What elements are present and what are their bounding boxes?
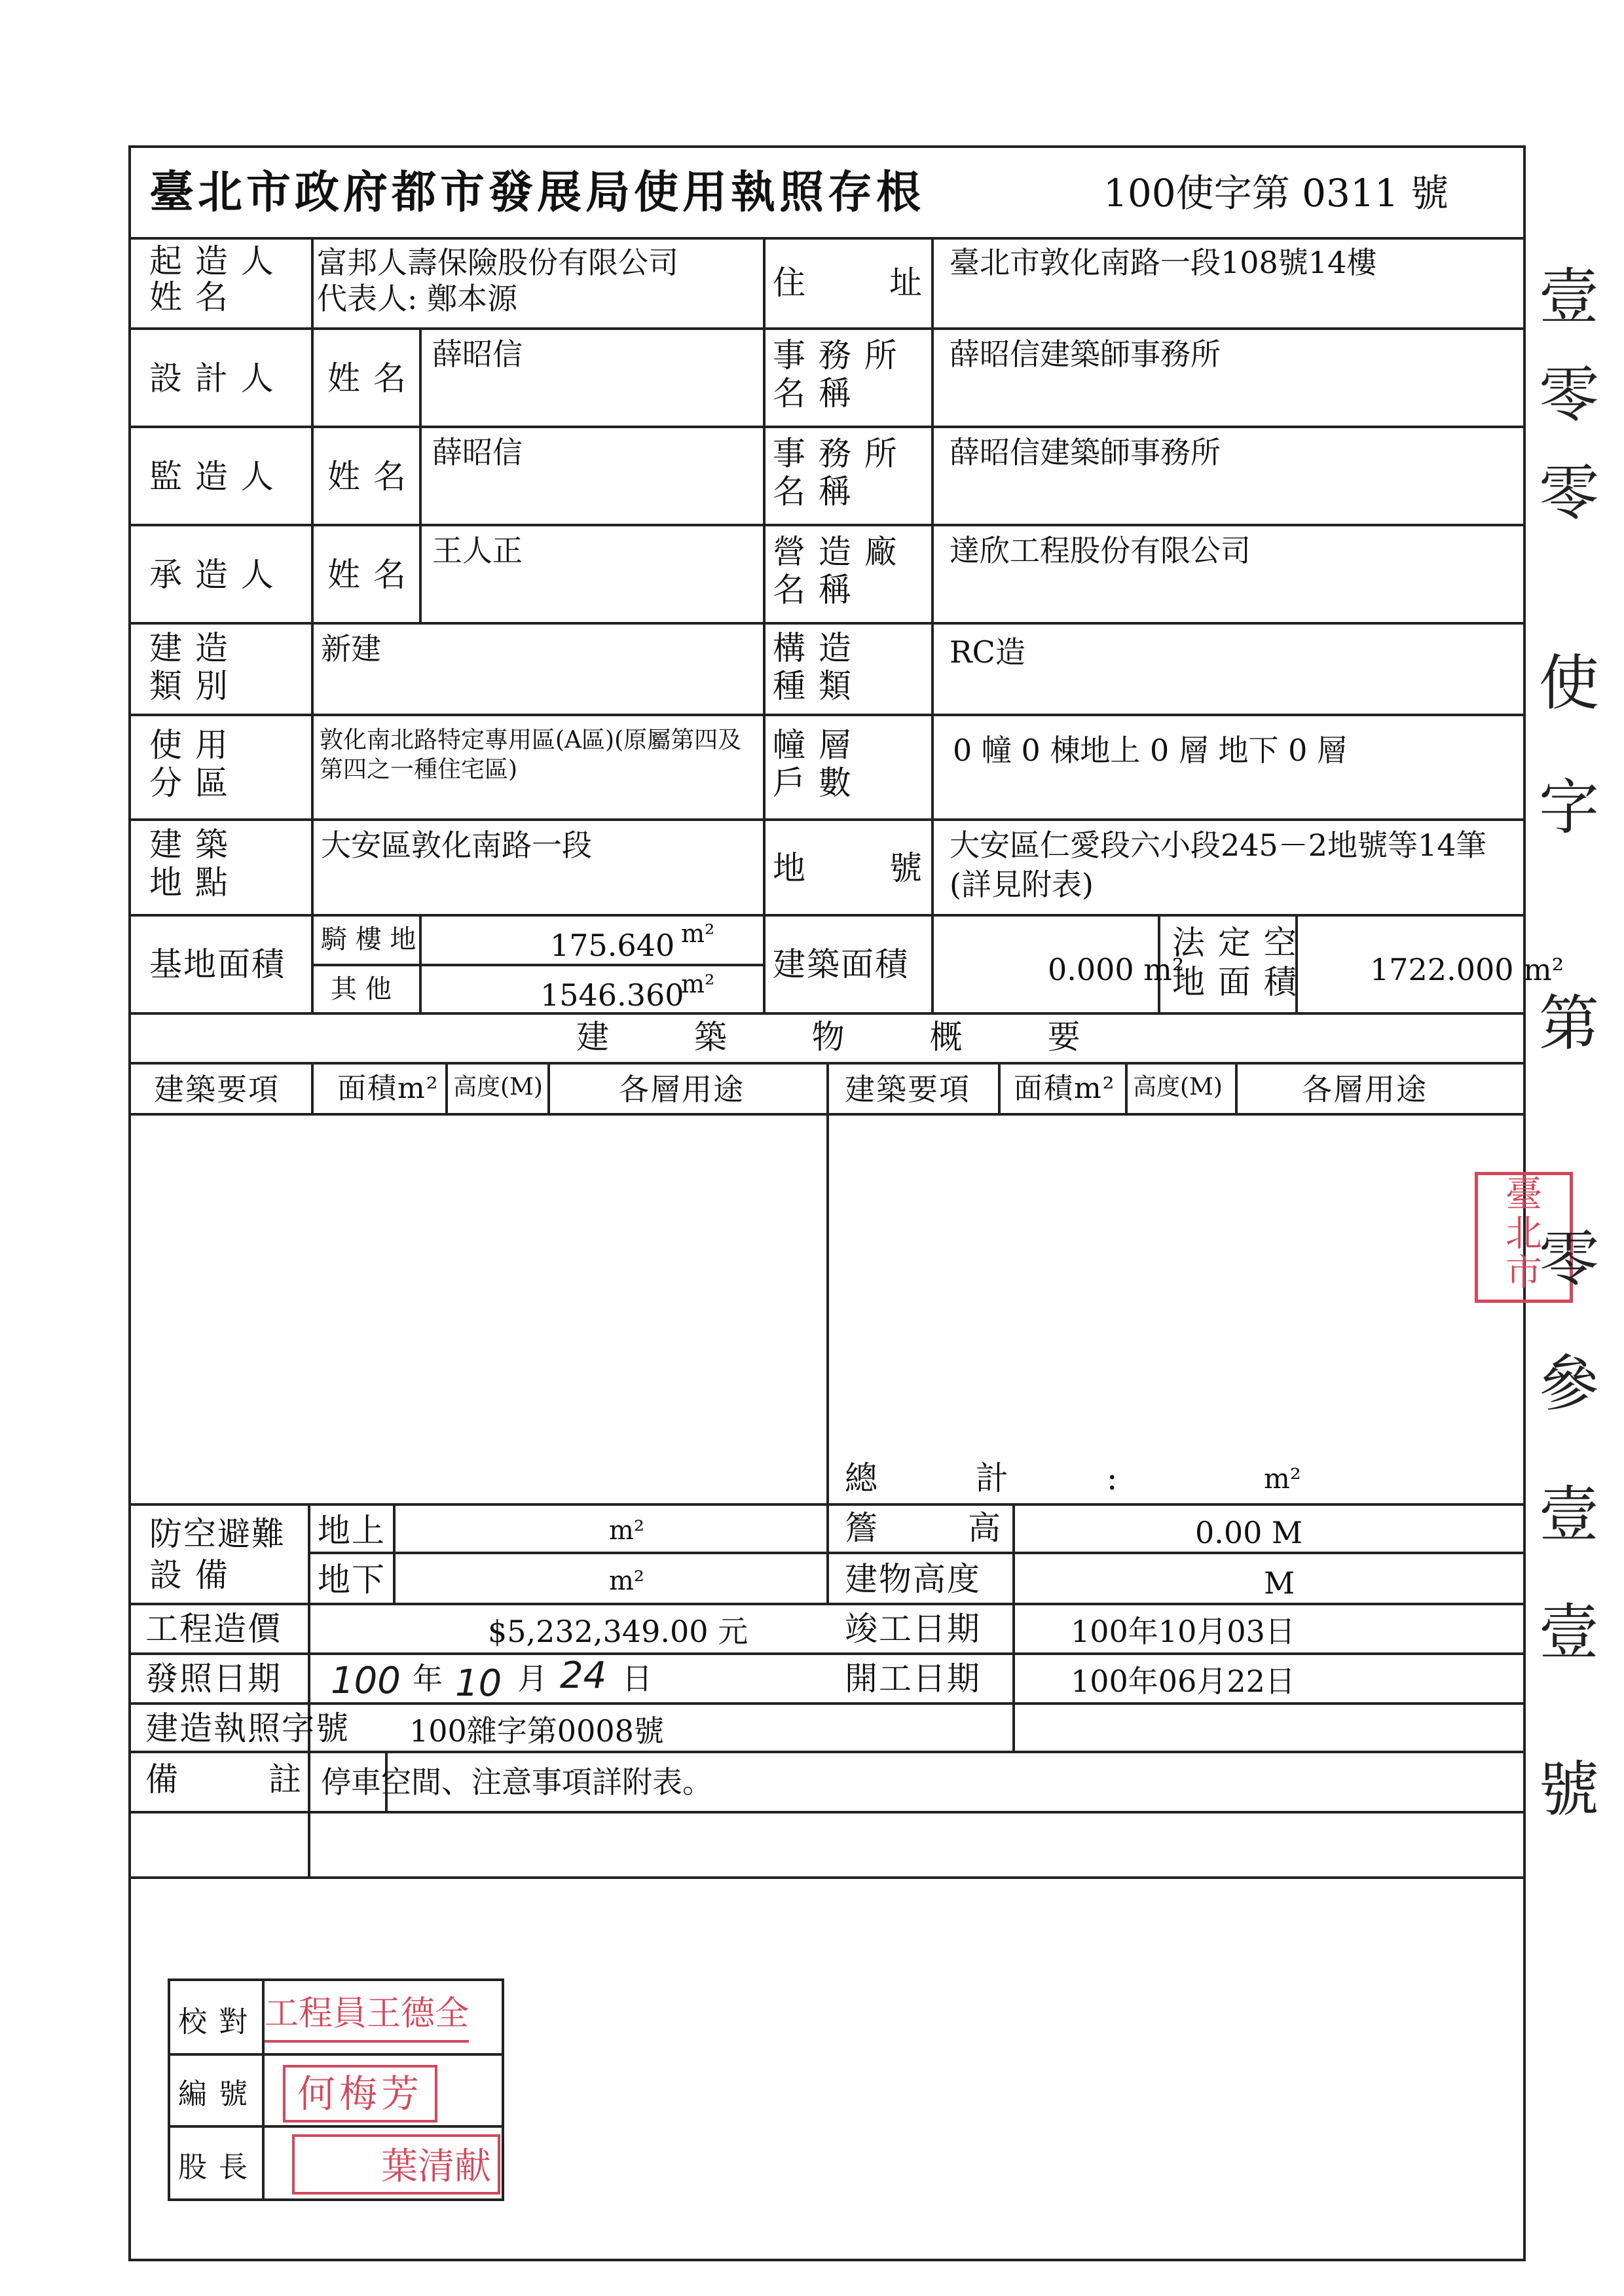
shelter-below-unit: m² xyxy=(609,1566,644,1596)
building-height-label: 建物高度 xyxy=(845,1560,981,1598)
supervisor-label: 監 造 人 xyxy=(149,458,275,496)
arcade-unit: m² xyxy=(681,919,715,948)
zone-label: 使 用 分 區 xyxy=(149,726,229,802)
supervisor-office-label: 事 務 所 名 稱 xyxy=(773,435,898,511)
col-area-left: 面積m² xyxy=(337,1072,439,1105)
construction-permit-label: 建造執照字號 xyxy=(145,1709,350,1747)
lot-value-line1: 大安區仁愛段六小段245－2地號等14筆 xyxy=(950,828,1486,863)
building-area: 0.000 m² xyxy=(1048,952,1185,987)
open-space-label: 法 定 空 地 面 積 xyxy=(1172,924,1298,1001)
form-title: 臺北市政府都市發展局使用執照存根 xyxy=(149,166,925,219)
seal-char: 市 xyxy=(1505,1252,1542,1294)
serial-stamp: 何梅芳 xyxy=(283,2065,437,2123)
seal-char: 臺 xyxy=(1505,1173,1542,1216)
owner-address: 臺北市敦化南路一段108號14樓 xyxy=(950,245,1377,280)
col-use-right: 各層用途 xyxy=(1302,1072,1428,1107)
contractor-name-label: 姓 名 xyxy=(327,556,407,594)
designer-label: 設 計 人 xyxy=(149,359,275,397)
location-label: 建 築 地 點 xyxy=(149,826,229,902)
floors-value: 0 幢 0 棟地上 0 層 地下 0 層 xyxy=(953,733,1348,768)
permit-number: 100使字第 0311 號 xyxy=(1103,171,1449,215)
col-height-right: 高度(M) xyxy=(1133,1074,1223,1101)
building-area-label: 建築面積 xyxy=(773,945,909,983)
designer-name-label: 姓 名 xyxy=(327,359,407,397)
build-type-label: 建 造 類 別 xyxy=(149,629,229,705)
cost-label: 工程造價 xyxy=(145,1610,282,1648)
building-height-unit: M xyxy=(1264,1565,1295,1601)
contractor-label: 承 造 人 xyxy=(149,556,275,594)
completion-label: 竣工日期 xyxy=(845,1610,981,1648)
shelter-below-label: 地下 xyxy=(318,1561,386,1599)
side-char: 壹 xyxy=(1539,1597,1600,1667)
location-value: 大安區敦化南路一段 xyxy=(321,828,592,863)
side-char: 零 xyxy=(1539,360,1600,430)
supervisor-name-label: 姓 名 xyxy=(327,458,407,496)
construction-permit-number: 100雜字第0008號 xyxy=(409,1713,664,1749)
side-char: 使 xyxy=(1539,648,1600,718)
shelter-above-unit: m² xyxy=(609,1516,644,1546)
cost-value: $5,232,349.00 元 xyxy=(488,1614,748,1649)
side-permit-number xyxy=(1539,249,1624,1977)
side-char: 號 xyxy=(1539,1755,1600,1825)
rule xyxy=(128,2259,1526,2261)
owner-label: 起 造 人 姓 名 xyxy=(149,242,275,316)
owner-representative: 代表人: 鄭本源 xyxy=(317,281,518,316)
side-char: 字 xyxy=(1539,773,1600,843)
owner-name: 富邦人壽保險股份有限公司 xyxy=(317,245,678,280)
total-label: 總 計 : xyxy=(845,1459,1119,1497)
issue-month: 10 xyxy=(455,1662,502,1705)
designer-office: 薛昭信建築師事務所 xyxy=(950,337,1221,372)
structure-label: 構 造 種 類 xyxy=(773,629,853,705)
side-char: 壹 xyxy=(1539,1480,1600,1550)
issue-day-suffix: 日 xyxy=(622,1661,652,1696)
rule xyxy=(128,145,1524,148)
floors-label: 幢 層 戶 數 xyxy=(773,726,853,802)
side-char: 壹 xyxy=(1539,262,1600,332)
check-label: 校 對 xyxy=(178,2005,249,2039)
issue-year: 100 xyxy=(331,1660,401,1702)
issue-day: 24 xyxy=(560,1654,607,1697)
supervisor-name: 薛昭信 xyxy=(432,435,523,470)
other-area: 1546.360 xyxy=(540,977,684,1013)
issue-date-label: 發照日期 xyxy=(145,1660,282,1698)
site-area-label: 基地面積 xyxy=(149,945,286,983)
start-date-label: 開工日期 xyxy=(845,1660,981,1698)
arcade-area: 175.640 xyxy=(550,928,675,963)
zone-value-line2: 第四之一種住宅區) xyxy=(320,756,518,783)
other-unit: m² xyxy=(681,970,715,998)
remarks-value: 停車空間、注意事項詳附表。 xyxy=(321,1764,712,1800)
zone-value-line1: 敦化南北路特定專用區(A區)(原屬第四及 xyxy=(320,727,742,754)
issue-month-suffix: 月 xyxy=(517,1661,547,1696)
chief-stamp: 葉清献 xyxy=(292,2134,500,2195)
checker-stamp: 工程員王德全 xyxy=(265,1988,469,2043)
remarks-label: 備 註 xyxy=(145,1760,303,1798)
serial-label: 編 號 xyxy=(178,2077,249,2111)
arcade-label: 騎 樓 地 xyxy=(321,924,416,955)
eave-height: 0.00 M xyxy=(1195,1515,1303,1550)
col-area-right: 面積m² xyxy=(1014,1072,1116,1105)
other-label: 其 他 xyxy=(331,974,392,1004)
lot-value-line2: (詳見附表) xyxy=(950,867,1094,902)
issue-year-suffix: 年 xyxy=(413,1661,443,1696)
lot-label: 地 號 xyxy=(773,849,923,887)
contractor-firm: 達欣工程股份有限公司 xyxy=(950,533,1251,568)
designer-office-label: 事 務 所 名 稱 xyxy=(773,337,898,412)
build-type: 新建 xyxy=(321,631,381,666)
contractor-firm-label: 營 造 廠 名 稱 xyxy=(773,533,898,609)
address-label: 住 址 xyxy=(773,264,923,302)
side-char: 零 xyxy=(1539,1224,1600,1294)
seal-char: 北 xyxy=(1505,1212,1542,1255)
open-space-area: 1722.000 m² xyxy=(1370,952,1564,987)
supervisor-office: 薛昭信建築師事務所 xyxy=(950,435,1221,470)
total-unit: m² xyxy=(1264,1463,1301,1495)
col-use-left: 各層用途 xyxy=(619,1072,745,1107)
shelter-above-label: 地上 xyxy=(318,1512,386,1550)
summary-heading: 建 築 物 概 要 xyxy=(576,1018,1082,1056)
designer-name: 薛昭信 xyxy=(432,337,523,372)
side-char: 參 xyxy=(1539,1349,1600,1419)
side-char: 零 xyxy=(1539,458,1600,528)
col-item-right: 建築要項 xyxy=(845,1072,970,1107)
rule xyxy=(128,145,131,2261)
contractor-name: 王人正 xyxy=(432,533,523,568)
eave-label: 簷 高 xyxy=(845,1509,1002,1547)
structure-type: RC造 xyxy=(950,634,1025,670)
start-date: 100年06月22日 xyxy=(1071,1664,1295,1699)
side-char: 第 xyxy=(1539,989,1600,1059)
col-height-left: 高度(M) xyxy=(453,1074,543,1101)
shelter-label: 防空避難 設 備 xyxy=(149,1515,286,1594)
chief-label: 股 長 xyxy=(178,2151,249,2184)
col-item-left: 建築要項 xyxy=(154,1072,280,1107)
completion-date: 100年10月03日 xyxy=(1071,1614,1295,1649)
